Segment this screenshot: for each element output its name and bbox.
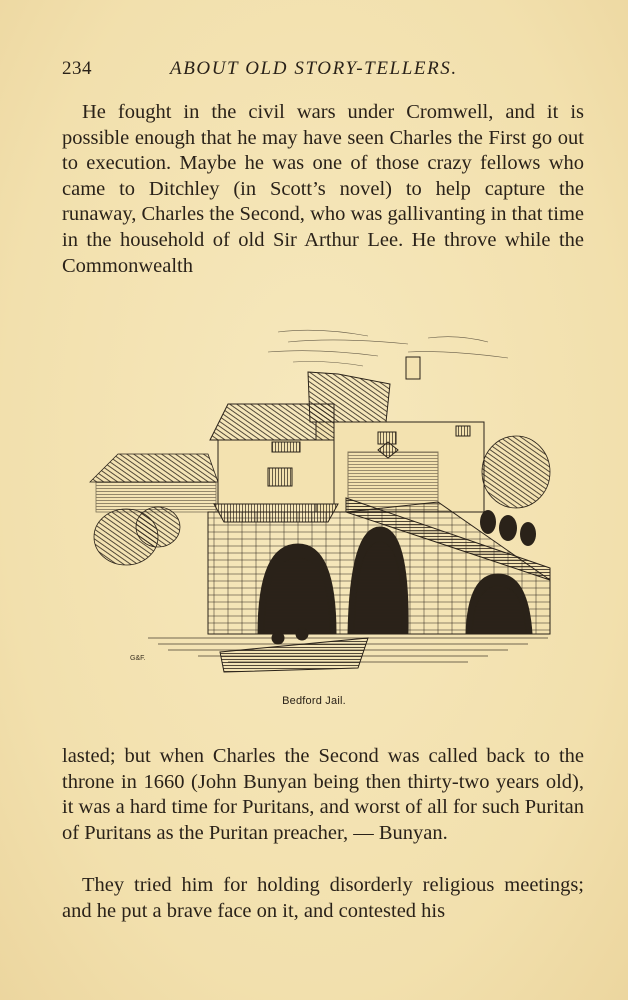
engraver-mark: G&F. xyxy=(130,655,146,662)
body-paragraph-2 xyxy=(62,744,584,846)
paragraph-text: They tried him for holding disorderly religious meetings; and he put a brave face on it, and contested his xyxy=(62,874,584,922)
paragraph-text: He fought in the civil wars under Cromwell, and it is possible enough that he may have seen Charles the First go out to execution. Maybe he was one of those crazy fellows who came to Ditchley (in Scott’s novel) to help capture the runaway, Charles the Second, who was gallivanting in that time in the household of old Sir Arthur Lee. He throve while the Commonwealth xyxy=(62,101,584,277)
paragraph-text: lasted; but when Charles the Second was called back to the throne in 1660 (John Bunyan being then thirty-two years old), it was a hard time for Puritans, and worst of all for such Puritan of Puritans as the Puritan preacher, — Bunyan. xyxy=(62,745,584,844)
bedford-jail-illustration xyxy=(88,322,560,694)
body-paragraph-1 xyxy=(62,100,584,279)
body-paragraph-3 xyxy=(62,873,584,924)
page-header xyxy=(62,58,584,84)
figure-caption: Bedford Jail. xyxy=(282,695,346,707)
page-number: 234 xyxy=(62,58,92,79)
running-title: ABOUT OLD STORY-TELLERS. xyxy=(170,58,458,79)
